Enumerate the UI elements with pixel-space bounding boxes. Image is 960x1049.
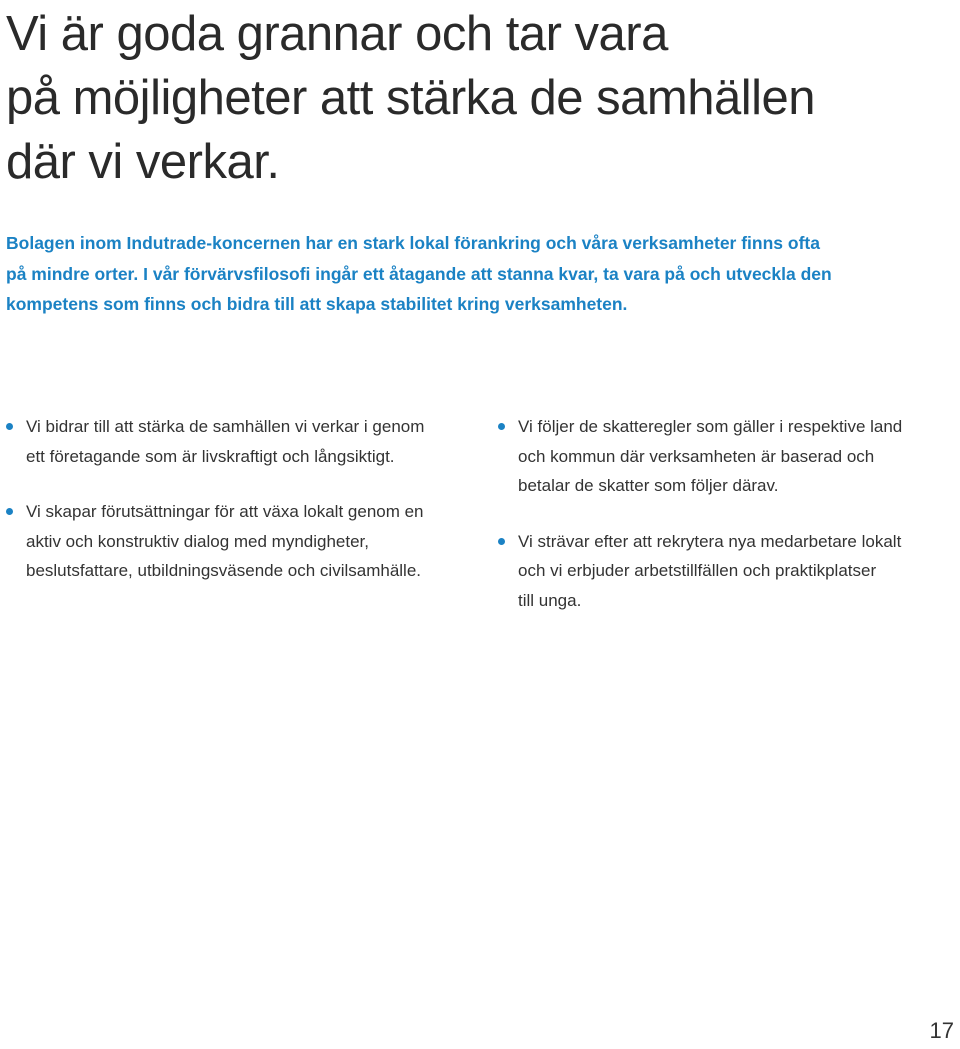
- bullet-dot-icon: [6, 508, 13, 515]
- intro-line: kompetens som finns och bidra till att skapa stabilitet kring verksamheten.: [6, 294, 628, 314]
- bullet-line: beslutsfattare, utbildningsväsende och civilsamhälle.: [26, 561, 422, 580]
- bullet-item: [6, 497, 476, 586]
- bullet-list-left: [6, 412, 476, 612]
- intro-paragraph: [6, 228, 956, 320]
- page-headline: [6, 2, 956, 194]
- bullet-item: [6, 412, 476, 471]
- intro-line: på mindre orter. I vår förvärvsfilosofi ingår ett åtagande att stanna kvar, ta vara på och utveckla den: [6, 263, 832, 284]
- headline-line: på möjligheter att stärka de samhällen: [6, 71, 815, 125]
- bullet-line: och kommun där verksamheten är baserad och: [518, 446, 875, 466]
- bullet-item: [498, 412, 958, 501]
- bullet-list-right: [498, 412, 958, 641]
- bullet-line: Vi följer de skatteregler som gäller i respektive land: [518, 417, 903, 436]
- bullet-line: aktiv och konstruktiv dialog med myndigheter,: [26, 531, 370, 551]
- bullet-line: betalar de skatter som följer därav.: [518, 476, 779, 495]
- bullet-line: Vi strävar efter att rekrytera nya medarbetare lokalt: [518, 531, 902, 551]
- page-number: 17: [929, 1018, 954, 1043]
- bullet-dot-icon: [498, 423, 505, 430]
- bullet-line: Vi skapar förutsättningar för att växa lokalt genom en: [26, 502, 424, 521]
- bullet-dot-icon: [498, 538, 505, 545]
- bullet-line: Vi bidrar till att stärka de samhällen vi verkar i genom: [26, 417, 425, 436]
- bullet-line: ett företagande som är livskraftigt och långsiktigt.: [26, 446, 395, 466]
- headline-line: Vi är goda grannar och tar vara: [6, 7, 668, 61]
- bullet-line: till unga.: [518, 590, 582, 610]
- bullet-dot-icon: [6, 423, 13, 430]
- bullet-item: [498, 527, 958, 616]
- headline-line: där vi verkar.: [6, 135, 280, 189]
- bullet-line: och vi erbjuder arbetstillfällen och praktikplatser: [518, 561, 877, 580]
- intro-line: Bolagen inom Indutrade-koncernen har en stark lokal förankring och våra verksamheter finns ofta: [6, 233, 820, 253]
